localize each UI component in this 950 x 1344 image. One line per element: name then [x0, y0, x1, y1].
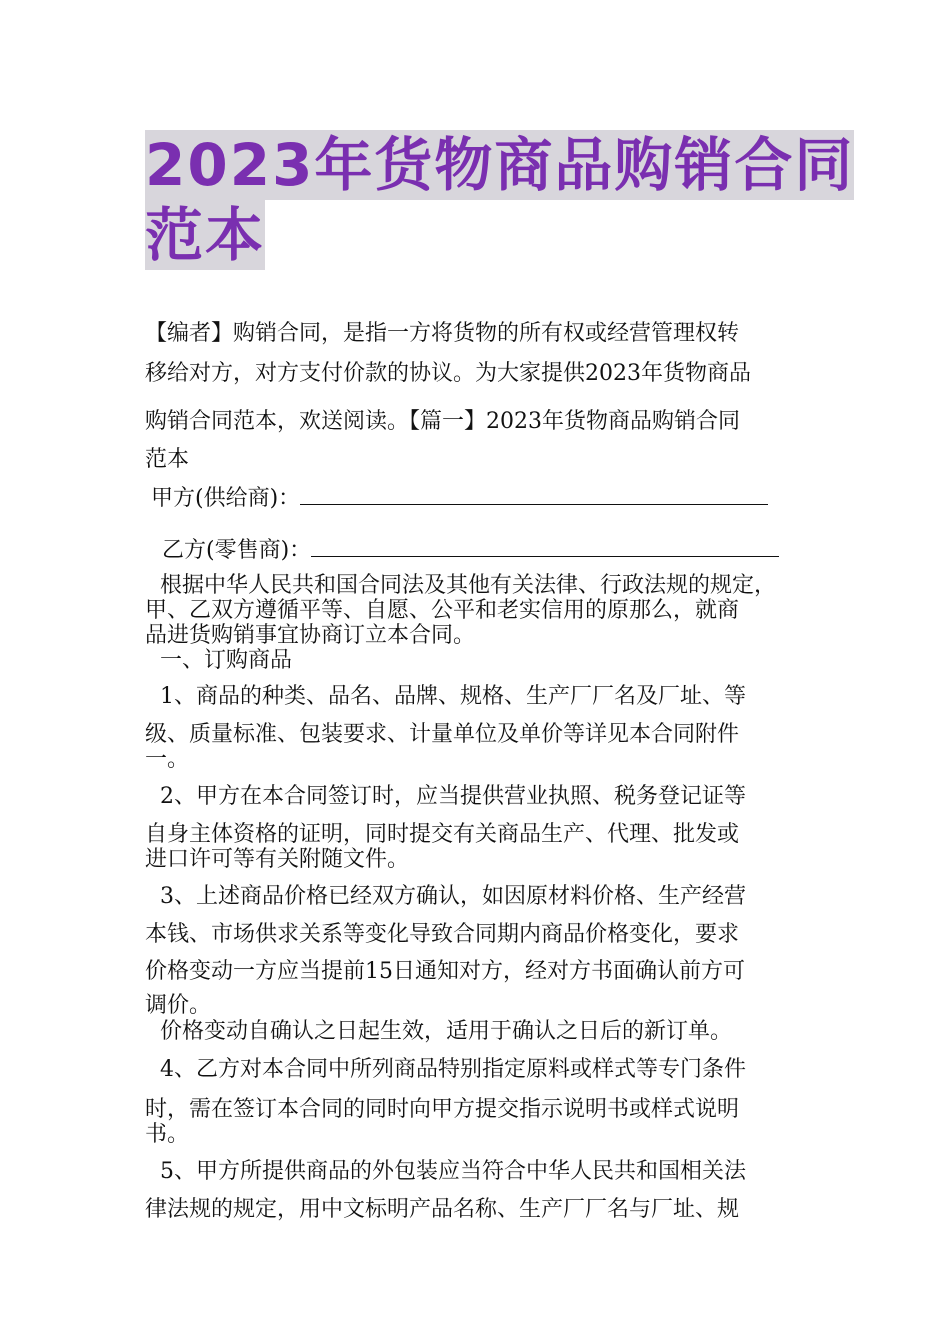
intro-line-1: 【编者】购销合同，是指一方将货物的所有权或经营管理权转	[145, 321, 740, 346]
party-a-label: 甲方(供给商)：	[151, 486, 301, 511]
body-line-17: 时，需在签订本合同的同时向甲方提交指示说明书或样式说明	[145, 1097, 740, 1122]
body-line-9: 自身主体资格的证明，同时提交有关商品生产、代理、批发或	[145, 822, 740, 847]
body-line-10: 进口许可等有关附随文件。	[145, 847, 410, 872]
document-title-line-2: 范本	[145, 201, 266, 269]
body-line-2: 甲、乙双方遵循平等、自愿、公平和老实信用的原那么，就商	[145, 598, 740, 623]
body-line-7: 一。	[145, 747, 190, 772]
intro-line-4: 范本	[145, 447, 190, 472]
body-line-20: 律法规的规定，用中文标明产品名称、生产厂厂名与厂址、规	[145, 1197, 740, 1222]
party-b-label: 乙方(零售商)：	[162, 538, 312, 563]
body-line-11: 3、上述商品价格已经双方确认，如因原材料价格、生产经营	[160, 884, 746, 909]
body-line-13: 价格变动一方应当提前15日通知对方，经对方书面确认前方可	[145, 959, 745, 984]
body-line-18: 书。	[145, 1122, 190, 1147]
body-line-6: 级、质量标准、包装要求、计量单位及单价等详见本合同附件	[145, 722, 740, 747]
body-line-16: 4、乙方对本合同中所列商品特别指定原料或样式等专门条件	[160, 1057, 746, 1082]
party-a-line	[151, 482, 768, 514]
body-line-19: 5、甲方所提供商品的外包装应当符合中华人民共和国相关法	[160, 1159, 746, 1184]
body-line-15: 价格变动自确认之日起生效，适用于确认之日后的新订单。	[160, 1019, 733, 1044]
party-b-line	[162, 534, 779, 566]
body-line-14: 调价。	[145, 993, 212, 1018]
body-line-3: 品进货购销事宜协商订立本合同。	[145, 623, 476, 648]
party-b-blank	[311, 534, 779, 557]
body-line-1: 根据中华人民共和国合同法及其他有关法律、行政法规的规定，	[160, 573, 777, 598]
body-line-12: 本钱、市场供求关系等变化导致合同期内商品价格变化，要求	[145, 922, 740, 947]
intro-line-2: 移给对方，对方支付价款的协议。为大家提供2023年货物商品	[145, 361, 751, 386]
party-a-blank	[300, 482, 768, 505]
body-line-5: 1、商品的种类、品名、品牌、规格、生产厂厂名及厂址、等	[160, 684, 746, 709]
intro-line-3: 购销合同范本，欢送阅读。【篇一】2023年货物商品购销合同	[145, 409, 740, 434]
body-line-8: 2、甲方在本合同签订时，应当提供营业执照、税务登记证等	[160, 784, 746, 809]
section-heading-order-goods: 一、订购商品	[160, 648, 293, 673]
document-title-line-1: 2023年货物商品购销合同	[145, 131, 855, 199]
